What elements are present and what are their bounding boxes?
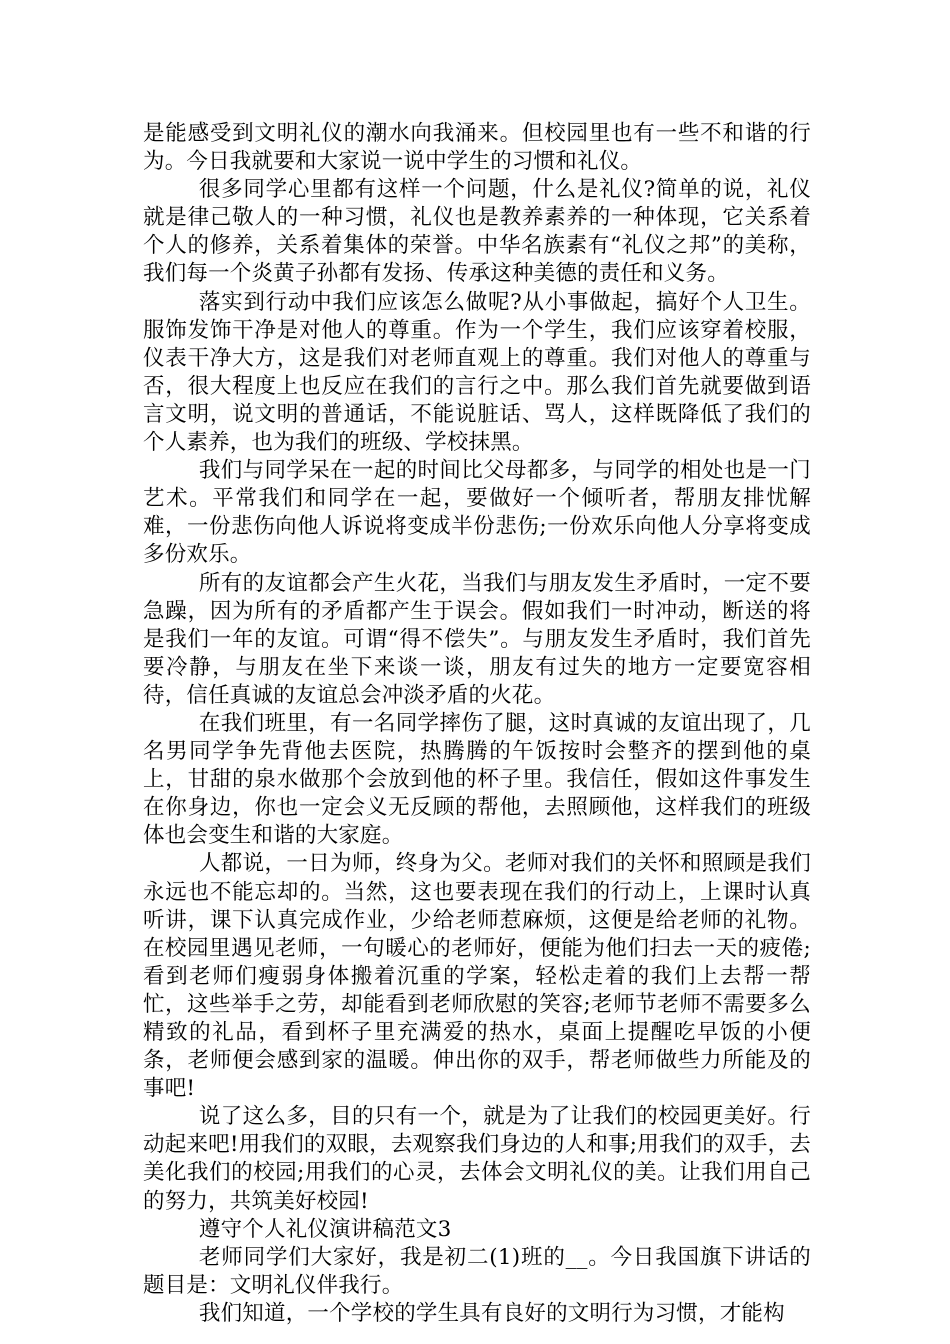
- paragraph-9: 老师同学们大家好，我是初二(1)班的__。今日我国旗下讲话的题目是：文明礼仪伴我行。: [143, 1244, 811, 1298]
- paragraph-7: 人都说，一日为师，终身为父。老师对我们的关怀和照顾是我们永远也不能忘却的。当然，这也要表现在我们的行动上，上课时认真听讲，课下认真完成作业，少给老师惹麻烦，这便是给老师的礼物。在校园里遇见老师，一句暖心的老师好，便能为他们扫去一天的疲倦;看到老师们瘦弱身体搬着沉重的学案，轻松走着的我们上去帮一帮忙，这些举手之劳，却能看到老师欣慰的笑容;老师节老师不需要多么精致的礼品，看到杯子里充满爱的热水，桌面上提醒吃早饭的小便条，老师便会感到家的温暖。伸出你的双手，帮老师做些力所能及的事吧!: [143, 851, 811, 1102]
- paragraph-8: 说了这么多，目的只有一个，就是为了让我们的校园更美好。行动起来吧!用我们的双眼，去观察我们身边的人和事;用我们的双手，去美化我们的校园;用我们的心灵，去体会文明礼仪的美。让我们用自己的努力，共筑美好校园!: [143, 1104, 811, 1214]
- paragraph-1: 是能感受到文明礼仪的潮水向我涌来。但校园里也有一些不和谐的行为。今日我就要和大家说一说中学生的习惯和礼仪。: [143, 121, 811, 175]
- paragraph-4: 我们与同学呆在一起的时间比父母都多，与同学的相处也是一门艺术。平常我们和同学在一起，要做好一个倾听者，帮朋友排忧解难，一份悲伤向他人诉说将变成半份悲伤;一份欢乐向他人分享将变成多份欢乐。: [143, 458, 811, 568]
- paragraph-2: 很多同学心里都有这样一个问题，什么是礼仪?简单的说，礼仪就是律己敬人的一种习惯，礼仪也是教养素养的一种体现，它关系着个人的修养，关系着集体的荣誉。中华名族素有“礼仪之邦”的美称，我们每一个炎黄子孙都有发扬、传承这种美德的责任和义务。: [143, 177, 811, 287]
- section-heading: 遵守个人礼仪演讲稿范文3: [198, 1216, 452, 1242]
- paragraph-5: 所有的友谊都会产生火花，当我们与朋友发生矛盾时，一定不要急躁，因为所有的矛盾都产生于误会。假如我们一时冲动，断送的将是我们一年的友谊。可谓“得不偿失”。与朋友发生矛盾时，我们首先要冷静，与朋友在坐下来谈一谈，朋友有过失的地方一定要宽容相待，信任真诚的友谊总会冲淡矛盾的火花。: [143, 570, 811, 708]
- paragraph-6: 在我们班里，有一名同学摔伤了腿，这时真诚的友谊出现了，几名男同学争先背他去医院，热腾腾的午饭按时会整齐的摆到他的桌上，甘甜的泉水做那个会放到他的杯子里。我信任，假如这件事发生在你身边，你也一定会义无反顾的帮他，去照顾他，这样我们的班级体也会变生和谐的大家庭。: [143, 710, 811, 849]
- paragraph-10: 我们知道，一个学校的学生具有良好的文明行为习惯，才能构: [198, 1300, 785, 1326]
- document-body: [143, 120, 811, 1328]
- paragraph-3: 落实到行动中我们应该怎么做呢?从小事做起，搞好个人卫生。服饰发饰干净是对他人的尊重。作为一个学生，我们应该穿着校服，仪表干净大方，这是我们对老师直观上的尊重。我们对他人的尊重与否，很大程度上也反应在我们的言行之中。那么我们首先就要做到语言文明，说文明的普通话，不能说脏话、骂人，这样既降低了我们的个人素养，也为我们的班级、学校抹黑。: [143, 289, 811, 456]
